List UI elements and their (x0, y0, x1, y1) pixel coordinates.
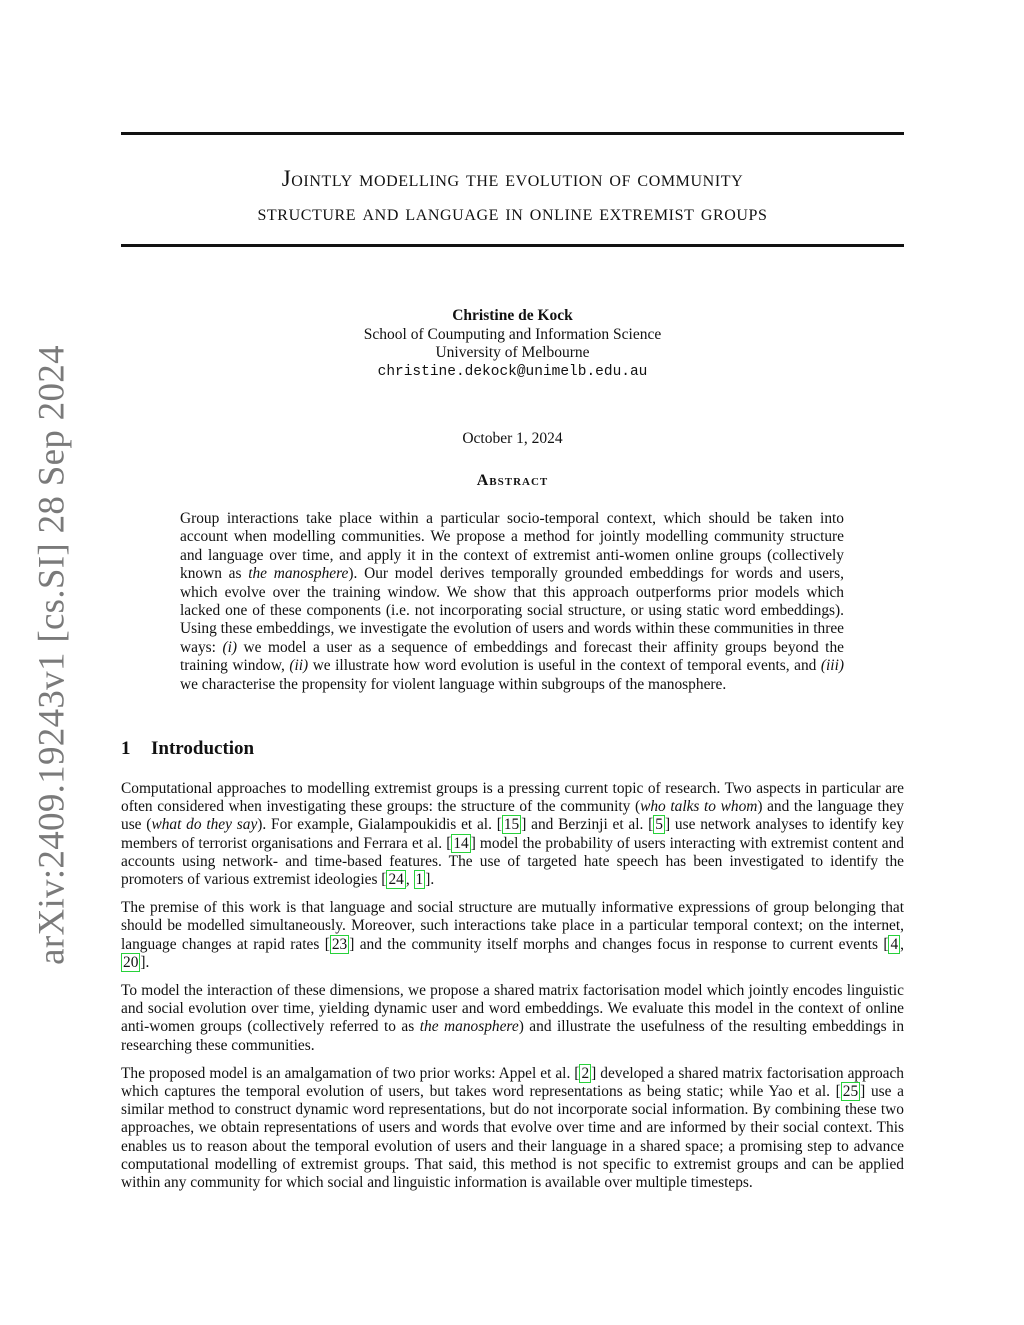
arxiv-watermark: arXiv:2409.19243v1 [cs.SI] 28 Sep 2024 (31, 345, 73, 965)
intro-body (121, 780, 904, 1202)
intro-paragraph-2: The premise of this work is that language and social structure are mutually informative expressions of group belonging that should be modelled simultaneously. Moreover, such interactions take place in a particular temporal context; on the internet, language changes at rapid rates [ 23 ] and the community itself morphs and changes focus in response to current events [ 4 , 20 ]. (121, 899, 905, 971)
top-rule (121, 132, 904, 135)
intro-paragraph-1: Computational approaches to modelling extremist groups is a pressing current topic of research. Two aspects in particular are often considered when investigating these groups: the structure of the community (who talks to whom) and the language they use (what do they say). For example, Gialampoukidis et al. [ 15 ] and Berzinji et al. [ 5 ] use network analyses to identify key members of terrorist organisations and Ferrara et al. [ 14 ] model the probability of users interacting with extremist content and accounts using network- and time-based features. The use of targeted hate speech has been investigated to identify the promoters of various extremist ideologies [ 24 , 1 ]. (121, 780, 904, 889)
title-line-1: Jointly modelling the evolution of community (281, 166, 744, 191)
author-name: Christine de Kock (452, 307, 573, 324)
intro-paragraph-3: To model the interaction of these dimensions, we propose a shared matrix factorisation model which jointly encodes linguistic and social evolution over time, yielding dynamic user and word embeddings. We evaluate this model in the context of online anti-women groups (collectively referred to as the manosphere) and illustrate the usefulness of the resulting embeddings in researching these communities. (121, 982, 905, 1054)
section-heading (121, 738, 254, 760)
author-email[interactable]: christine.dekock@unimelb.edu.au (377, 363, 648, 380)
abstract-text: Group interactions take place within a particular socio-temporal context, which should be taken into account when modelling communities. We propose a method for jointly modelling community structure and language over time, and apply it in the context of extremist anti-women online groups (collectively known as the manosphere). Our model derives temporally grounded embeddings for words and users, which evolve over the training window. We show that this approach outperforms prior models which lacked one of these components (i.e. not incorporating social structure, or using static word embeddings). Using these embeddings, we investigate the evolution of users and words within these communities in three ways: (i) we model a user as a sequence of embeddings and forecast their affinity groups beyond the training window, (ii) we illustrate how word evolution is useful in the context of temporal events, and (iii) we characterise the propensity for violent language within subgroups of the manosphere. (180, 510, 844, 693)
paper-title (121, 162, 904, 230)
citation-link[interactable]: 24 (388, 871, 404, 889)
author-affiliation-2: University of Melbourne (435, 344, 590, 361)
citation-link[interactable]: 15 (503, 816, 520, 834)
paper-date: October 1, 2024 (462, 430, 563, 447)
citation-link[interactable]: 5 (655, 816, 663, 834)
citation-link[interactable]: 2 (581, 1064, 590, 1082)
intro-paragraph-4: The proposed model is an amalgamation of two prior works: Appel et al. [ 2 ] developed a shared matrix factorisation approach which captures the temporal evolution of users, but takes word representations as being static; while Yao et al. [ 25 ] use a similar method to construct dynamic word representations, but do not incorporate social information. By combining these two approaches, we obtain representations of users and words that evolve over time and are informed by their social context. This enables us to reason about the temporal evolution of users and their language in a shared space; a promising step to advance computational modelling of extremist groups. That said, this method is not specific to extremist groups and can be applied within any community for which social and linguistic information is available over multiple timesteps. (121, 1064, 904, 1192)
citation-link[interactable]: 14 (453, 834, 469, 852)
section-number: 1 (121, 738, 131, 759)
abstract-heading: Abstract (476, 472, 549, 489)
author-block (121, 307, 904, 381)
citation-link[interactable]: 4 (890, 935, 899, 953)
citation-link[interactable]: 1 (415, 871, 424, 889)
author-affiliation-1: School of Coumputing and Information Science (363, 325, 662, 343)
citation-link[interactable]: 20 (123, 953, 139, 971)
section-title: Introduction (151, 738, 255, 759)
title-line-2: structure and language in online extremist groups (257, 200, 768, 225)
citation-link[interactable]: 25 (842, 1083, 859, 1101)
citation-link[interactable]: 23 (331, 935, 348, 953)
bottom-rule (121, 244, 904, 247)
